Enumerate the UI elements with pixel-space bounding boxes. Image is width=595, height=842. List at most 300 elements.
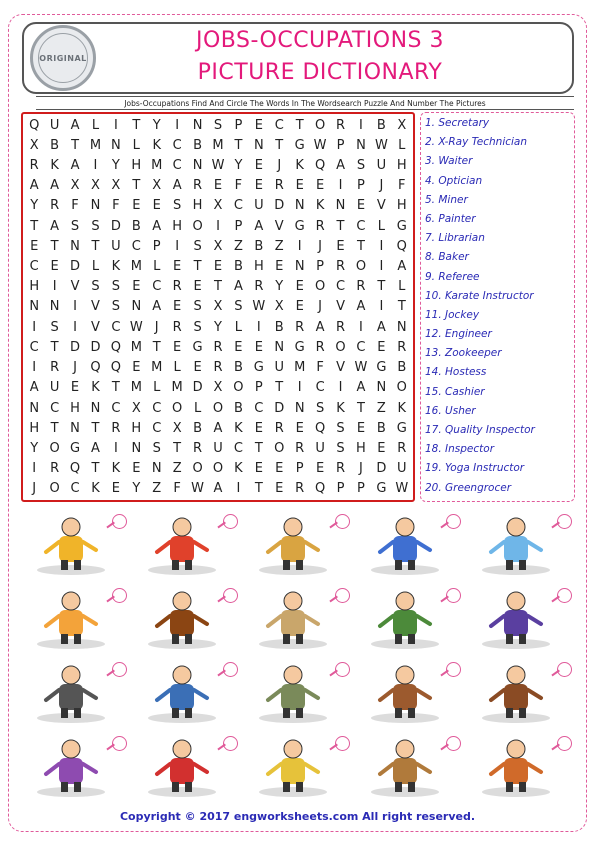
wordsearch-letter[interactable]: Q bbox=[314, 481, 326, 497]
wordsearch-letter[interactable]: I bbox=[359, 117, 363, 133]
wordsearch-letter[interactable]: O bbox=[396, 380, 407, 396]
wordsearch-letter[interactable]: K bbox=[111, 461, 121, 477]
wordsearch-letter[interactable]: R bbox=[254, 279, 264, 295]
wordsearch-letter[interactable]: C bbox=[274, 117, 284, 133]
wordsearch-letter[interactable]: K bbox=[234, 461, 243, 477]
wordsearch-letter[interactable]: T bbox=[91, 461, 100, 477]
wordsearch-letter[interactable]: S bbox=[91, 218, 100, 234]
wordsearch-letter[interactable]: L bbox=[153, 259, 161, 275]
answer-number-bubble[interactable] bbox=[112, 514, 127, 529]
wordsearch-letter[interactable]: Y bbox=[30, 198, 39, 214]
wordsearch-letter[interactable]: U bbox=[213, 440, 223, 456]
wordsearch-letter[interactable]: I bbox=[379, 259, 384, 275]
wordsearch-letter[interactable]: E bbox=[132, 461, 141, 477]
wordsearch-letter[interactable]: N bbox=[90, 198, 101, 214]
wordsearch-letter[interactable]: Y bbox=[152, 117, 161, 133]
wordsearch-letter[interactable]: N bbox=[90, 400, 101, 416]
wordsearch-letter[interactable]: P bbox=[295, 461, 304, 477]
wordsearch-letter[interactable]: T bbox=[356, 238, 365, 254]
wordsearch-letter[interactable]: E bbox=[193, 360, 202, 376]
wordsearch-letter[interactable]: S bbox=[50, 319, 59, 335]
wordsearch-letter[interactable]: T bbox=[234, 137, 243, 153]
wordsearch-letter[interactable]: Y bbox=[234, 158, 243, 174]
wordsearch-letter[interactable]: U bbox=[111, 238, 121, 254]
wordsearch-letter[interactable]: R bbox=[50, 198, 60, 214]
wordsearch-letter[interactable]: V bbox=[274, 218, 284, 234]
wordsearch-letter[interactable]: T bbox=[91, 420, 100, 436]
wordsearch-letter[interactable]: G bbox=[253, 360, 264, 376]
wordsearch-letter[interactable]: Z bbox=[233, 238, 243, 254]
wordsearch-letter[interactable]: B bbox=[397, 360, 407, 376]
wordsearch-letter[interactable]: A bbox=[356, 380, 366, 396]
wordsearch-letter[interactable]: P bbox=[336, 481, 345, 497]
wordsearch-letter[interactable]: P bbox=[152, 238, 161, 254]
answer-number-bubble[interactable] bbox=[112, 588, 127, 603]
wordsearch-letter[interactable]: A bbox=[70, 158, 80, 174]
wordsearch-letter[interactable]: R bbox=[315, 218, 325, 234]
wordsearch-letter[interactable]: L bbox=[153, 380, 161, 396]
wordsearch-letter[interactable]: H bbox=[253, 259, 264, 275]
wordsearch-letter[interactable]: E bbox=[295, 178, 304, 194]
wordsearch-letter[interactable]: S bbox=[111, 279, 121, 295]
wordsearch-letter[interactable]: N bbox=[29, 400, 40, 416]
wordsearch-letter[interactable]: U bbox=[49, 380, 60, 396]
wordsearch-letter[interactable]: A bbox=[376, 319, 386, 335]
wordsearch-letter[interactable]: R bbox=[356, 279, 366, 295]
wordsearch-letter[interactable]: B bbox=[233, 400, 243, 416]
wordsearch-letter[interactable]: T bbox=[295, 117, 304, 133]
wordsearch-letter[interactable]: N bbox=[192, 158, 203, 174]
wordsearch-letter[interactable]: I bbox=[359, 319, 363, 335]
wordsearch-letter[interactable]: F bbox=[316, 360, 324, 376]
wordsearch-letter[interactable]: T bbox=[397, 299, 406, 315]
wordsearch-letter[interactable]: R bbox=[213, 339, 223, 355]
wordsearch-letter[interactable]: R bbox=[295, 319, 305, 335]
wordsearch-letter[interactable]: R bbox=[193, 178, 203, 194]
wordsearch-letter[interactable]: B bbox=[233, 360, 243, 376]
wordsearch-letter[interactable]: L bbox=[193, 400, 202, 416]
wordsearch-letter[interactable]: N bbox=[396, 319, 407, 335]
wordsearch-letter[interactable]: M bbox=[130, 339, 142, 355]
wordsearch-letter[interactable]: S bbox=[193, 319, 202, 335]
wordsearch-letter[interactable]: V bbox=[70, 279, 80, 295]
wordsearch-letter[interactable]: O bbox=[192, 218, 203, 234]
wordsearch-letter[interactable]: X bbox=[91, 178, 100, 194]
wordsearch-letter[interactable]: F bbox=[71, 198, 79, 214]
wordsearch-letter[interactable]: S bbox=[336, 440, 345, 456]
wordsearch-letter[interactable]: Q bbox=[29, 117, 40, 133]
wordsearch-letter[interactable]: N bbox=[151, 461, 162, 477]
wordsearch-letter[interactable]: U bbox=[49, 117, 60, 133]
wordsearch-letter[interactable]: X bbox=[152, 178, 162, 194]
wordsearch-letter[interactable]: W bbox=[252, 299, 266, 315]
wordsearch-letter[interactable]: C bbox=[131, 238, 141, 254]
wordsearch-letter[interactable]: O bbox=[212, 400, 224, 416]
wordsearch-letter[interactable]: T bbox=[214, 279, 222, 295]
wordsearch-letter[interactable]: A bbox=[152, 299, 162, 315]
wordsearch-letter[interactable]: H bbox=[70, 400, 80, 416]
wordsearch-letter[interactable]: R bbox=[172, 319, 182, 335]
wordsearch-letter[interactable]: Q bbox=[314, 158, 326, 174]
wordsearch-letter[interactable]: I bbox=[113, 440, 118, 456]
wordsearch-letter[interactable]: R bbox=[29, 158, 39, 174]
wordsearch-letter[interactable]: Q bbox=[110, 360, 121, 376]
wordsearch-letter[interactable]: K bbox=[91, 481, 100, 497]
wordsearch-letter[interactable]: K bbox=[315, 198, 325, 214]
wordsearch-letter[interactable]: K bbox=[397, 400, 407, 416]
wordsearch-letter[interactable]: H bbox=[29, 420, 40, 436]
wordsearch-letter[interactable]: X bbox=[274, 299, 284, 315]
wordsearch-letter[interactable]: N bbox=[111, 137, 121, 153]
wordsearch-letter[interactable]: U bbox=[315, 440, 325, 456]
wordsearch-letter[interactable]: R bbox=[336, 319, 346, 335]
wordsearch-letter[interactable]: N bbox=[131, 299, 142, 315]
wordsearch-letter[interactable]: H bbox=[396, 158, 407, 174]
wordsearch-letter[interactable]: G bbox=[294, 339, 305, 355]
wordsearch-letter[interactable]: C bbox=[233, 198, 243, 214]
wordsearch-letter[interactable]: I bbox=[32, 319, 37, 335]
wordsearch-letter[interactable]: C bbox=[29, 339, 39, 355]
wordsearch-letter[interactable]: C bbox=[356, 339, 366, 355]
answer-number-bubble[interactable] bbox=[223, 588, 238, 603]
wordsearch-letter[interactable]: N bbox=[131, 440, 142, 456]
wordsearch-letter[interactable]: Y bbox=[132, 481, 141, 497]
wordsearch-letter[interactable]: E bbox=[377, 440, 386, 456]
wordsearch-letter[interactable]: C bbox=[152, 400, 162, 416]
wordsearch-letter[interactable]: A bbox=[233, 279, 243, 295]
answer-number-bubble[interactable] bbox=[446, 588, 461, 603]
wordsearch-letter[interactable]: A bbox=[213, 420, 223, 436]
wordsearch-letter[interactable]: B bbox=[131, 218, 141, 234]
wordsearch-letter[interactable]: X bbox=[172, 420, 182, 436]
wordsearch-letter[interactable]: N bbox=[192, 117, 203, 133]
wordsearch-letter[interactable]: Q bbox=[69, 461, 81, 477]
wordsearch-letter[interactable]: L bbox=[91, 259, 100, 275]
wordsearch-letter[interactable]: G bbox=[294, 218, 305, 234]
wordsearch-letter[interactable]: I bbox=[73, 299, 77, 315]
wordsearch-letter[interactable]: O bbox=[274, 440, 285, 456]
wordsearch-letter[interactable]: D bbox=[70, 339, 81, 355]
wordsearch-letter[interactable]: A bbox=[152, 218, 162, 234]
wordsearch-letter[interactable]: M bbox=[151, 360, 163, 376]
wordsearch-letter[interactable]: E bbox=[254, 117, 263, 133]
wordsearch-letter[interactable]: Y bbox=[214, 319, 222, 335]
wordsearch-letter[interactable]: D bbox=[192, 380, 203, 396]
wordsearch-letter[interactable]: P bbox=[357, 481, 365, 497]
wordsearch-letter[interactable]: X bbox=[213, 198, 223, 214]
wordsearch-letter[interactable]: E bbox=[213, 259, 223, 275]
wordsearch-letter[interactable]: E bbox=[234, 339, 243, 355]
wordsearch-letter[interactable]: H bbox=[131, 420, 142, 436]
wordsearch-letter[interactable]: N bbox=[335, 198, 346, 214]
wordsearch-letter[interactable]: F bbox=[234, 178, 243, 194]
wordsearch-letter[interactable]: I bbox=[52, 279, 57, 295]
wordsearch-letter[interactable]: Q bbox=[396, 238, 407, 254]
wordsearch-letter[interactable]: C bbox=[70, 481, 80, 497]
wordsearch-letter[interactable]: P bbox=[254, 380, 263, 396]
wordsearch-letter[interactable]: E bbox=[254, 461, 263, 477]
wordsearch-letter[interactable]: I bbox=[175, 238, 180, 254]
wordsearch-letter[interactable]: B bbox=[274, 319, 284, 335]
wordsearch-letter[interactable]: I bbox=[216, 218, 220, 234]
wordsearch-letter[interactable]: G bbox=[376, 360, 387, 376]
wordsearch-letter[interactable]: O bbox=[314, 279, 326, 295]
wordsearch-letter[interactable]: C bbox=[172, 158, 182, 174]
wordsearch-letter[interactable]: N bbox=[29, 299, 40, 315]
wordsearch-letter[interactable]: I bbox=[175, 117, 180, 133]
wordsearch-letter[interactable]: P bbox=[316, 259, 325, 275]
wordsearch-letter[interactable]: N bbox=[253, 137, 264, 153]
wordsearch-letter[interactable]: I bbox=[338, 380, 343, 396]
wordsearch-letter[interactable]: N bbox=[294, 400, 305, 416]
wordsearch-letter[interactable]: G bbox=[70, 440, 81, 456]
wordsearch-letter[interactable]: P bbox=[357, 178, 365, 194]
wordsearch-letter[interactable]: K bbox=[152, 137, 161, 153]
wordsearch-letter[interactable]: E bbox=[275, 461, 284, 477]
wordsearch-letter[interactable]: M bbox=[151, 158, 163, 174]
wordsearch-letter[interactable]: E bbox=[132, 360, 141, 376]
answer-number-bubble[interactable] bbox=[557, 662, 572, 677]
wordsearch-letter[interactable]: I bbox=[236, 481, 241, 497]
wordsearch-letter[interactable]: E bbox=[173, 259, 182, 275]
wordsearch-letter[interactable]: F bbox=[112, 198, 120, 214]
wordsearch-letter[interactable]: O bbox=[314, 117, 326, 133]
wordsearch-letter[interactable]: S bbox=[91, 279, 100, 295]
wordsearch-letter[interactable]: E bbox=[254, 339, 263, 355]
wordsearch-letter[interactable]: E bbox=[275, 481, 284, 497]
wordsearch-letter[interactable]: J bbox=[318, 238, 323, 254]
wordsearch-letter[interactable]: C bbox=[233, 440, 243, 456]
wordsearch-letter[interactable]: P bbox=[234, 117, 243, 133]
wordsearch-letter[interactable]: T bbox=[336, 218, 345, 234]
wordsearch-letter[interactable]: R bbox=[50, 461, 60, 477]
wordsearch-letter[interactable]: E bbox=[193, 279, 202, 295]
wordsearch-letter[interactable]: Y bbox=[30, 440, 39, 456]
wordsearch-letter[interactable]: C bbox=[50, 400, 60, 416]
wordsearch-letter[interactable]: S bbox=[315, 400, 325, 416]
wordsearch-letter[interactable]: P bbox=[234, 218, 243, 234]
wordsearch-letter[interactable]: A bbox=[50, 218, 60, 234]
wordsearch-letter[interactable]: W bbox=[374, 137, 388, 153]
wordsearch-letter[interactable]: S bbox=[234, 299, 243, 315]
wordsearch-letter[interactable]: U bbox=[397, 461, 407, 477]
wordsearch-letter[interactable]: Z bbox=[376, 400, 386, 416]
wordsearch-letter[interactable]: C bbox=[335, 279, 346, 295]
wordsearch-letter[interactable]: R bbox=[50, 360, 60, 376]
wordsearch-letter[interactable]: B bbox=[376, 117, 386, 133]
answer-number-bubble[interactable] bbox=[446, 662, 461, 677]
wordsearch-letter[interactable]: I bbox=[73, 319, 77, 335]
answer-number-bubble[interactable] bbox=[335, 514, 350, 529]
wordsearch-letter[interactable]: J bbox=[318, 299, 323, 315]
wordsearch-letter[interactable]: B bbox=[233, 259, 243, 275]
wordsearch-letter[interactable]: T bbox=[152, 339, 161, 355]
wordsearch-letter[interactable]: X bbox=[29, 137, 39, 153]
wordsearch-letter[interactable]: C bbox=[111, 319, 121, 335]
wordsearch-letter[interactable]: S bbox=[152, 440, 161, 456]
wordsearch-letter[interactable]: U bbox=[274, 360, 285, 376]
wordsearch-letter[interactable]: O bbox=[335, 339, 346, 355]
wordsearch-letter[interactable]: U bbox=[254, 198, 264, 214]
wordsearch-letter[interactable]: A bbox=[70, 117, 80, 133]
wordsearch-letter[interactable]: F bbox=[398, 178, 406, 194]
wordsearch-letter[interactable]: E bbox=[315, 178, 325, 194]
wordsearch-letter[interactable]: L bbox=[91, 117, 100, 133]
wordsearch-letter[interactable]: A bbox=[29, 380, 39, 396]
wordsearch-letter[interactable]: L bbox=[398, 137, 406, 153]
wordsearch-letter[interactable]: N bbox=[70, 238, 80, 254]
wordsearch-letter[interactable]: V bbox=[336, 299, 345, 315]
wordsearch-letter[interactable]: N bbox=[294, 259, 305, 275]
wordsearch-letter[interactable]: N bbox=[70, 420, 80, 436]
wordsearch-letter[interactable]: D bbox=[274, 198, 285, 214]
wordsearch-letter[interactable]: E bbox=[315, 461, 325, 477]
wordsearch-letter[interactable]: D bbox=[376, 461, 387, 477]
wordsearch-letter[interactable]: E bbox=[336, 238, 345, 254]
wordsearch-letter[interactable]: C bbox=[356, 218, 366, 234]
answer-number-bubble[interactable] bbox=[335, 662, 350, 677]
wordsearch-letter[interactable]: X bbox=[397, 117, 407, 133]
wordsearch-letter[interactable]: M bbox=[89, 137, 102, 153]
wordsearch-letter[interactable]: T bbox=[254, 481, 263, 497]
answer-number-bubble[interactable] bbox=[223, 514, 238, 529]
wordsearch-letter[interactable]: T bbox=[50, 238, 59, 254]
answer-number-bubble[interactable] bbox=[335, 736, 350, 751]
wordsearch-letter[interactable]: J bbox=[379, 178, 384, 194]
wordsearch-letter[interactable]: I bbox=[32, 461, 37, 477]
wordsearch-letter[interactable]: E bbox=[30, 238, 39, 254]
wordsearch-letter[interactable]: E bbox=[152, 198, 161, 214]
answer-number-bubble[interactable] bbox=[557, 736, 572, 751]
wordsearch-letter[interactable]: E bbox=[173, 339, 182, 355]
wordsearch-letter[interactable]: D bbox=[274, 400, 285, 416]
wordsearch-letter[interactable]: H bbox=[172, 218, 183, 234]
wordsearch-letter[interactable]: E bbox=[295, 420, 304, 436]
wordsearch-letter[interactable]: E bbox=[111, 481, 120, 497]
wordsearch-letter[interactable]: O bbox=[233, 380, 244, 396]
wordsearch-letter[interactable]: Z bbox=[274, 238, 284, 254]
wordsearch-letter[interactable]: E bbox=[377, 339, 386, 355]
wordsearch-letter[interactable]: U bbox=[376, 158, 387, 174]
wordsearch-letter[interactable]: P bbox=[336, 137, 345, 153]
wordsearch-letter[interactable]: E bbox=[356, 420, 366, 436]
wordsearch-letter[interactable]: T bbox=[377, 279, 386, 295]
wordsearch-letter[interactable]: G bbox=[396, 420, 407, 436]
wordsearch-letter[interactable]: L bbox=[377, 218, 385, 234]
wordsearch-letter[interactable]: V bbox=[91, 299, 100, 315]
wordsearch-letter[interactable]: T bbox=[193, 259, 202, 275]
wordsearch-letter[interactable]: E bbox=[356, 198, 366, 214]
wordsearch-letter[interactable]: Y bbox=[111, 158, 120, 174]
wordsearch-letter[interactable]: K bbox=[295, 158, 304, 174]
wordsearch-letter[interactable]: J bbox=[154, 319, 159, 335]
wordsearch-letter[interactable]: R bbox=[213, 360, 223, 376]
answer-number-bubble[interactable] bbox=[112, 736, 127, 751]
wordsearch-letter[interactable]: H bbox=[29, 279, 40, 295]
wordsearch-letter[interactable]: O bbox=[192, 461, 203, 477]
wordsearch-letter[interactable]: E bbox=[254, 420, 263, 436]
wordsearch-letter[interactable]: W bbox=[354, 360, 368, 376]
wordsearch-letter[interactable]: N bbox=[49, 299, 60, 315]
wordsearch-letter[interactable]: T bbox=[50, 339, 59, 355]
wordsearch-letter[interactable]: G bbox=[376, 481, 387, 497]
wordsearch-letter[interactable]: T bbox=[275, 137, 284, 153]
wordsearch-letter[interactable]: I bbox=[32, 360, 37, 376]
wordsearch-letter[interactable]: W bbox=[129, 319, 143, 335]
wordsearch-letter[interactable]: A bbox=[213, 481, 223, 497]
answer-number-bubble[interactable] bbox=[335, 588, 350, 603]
wordsearch-letter[interactable]: H bbox=[396, 198, 407, 214]
wordsearch-letter[interactable]: E bbox=[295, 299, 304, 315]
wordsearch-letter[interactable]: S bbox=[193, 299, 202, 315]
wordsearch-letter[interactable]: E bbox=[50, 259, 59, 275]
wordsearch-letter[interactable]: C bbox=[29, 259, 39, 275]
wordsearch-letter[interactable]: D bbox=[90, 339, 101, 355]
wordsearch-letter[interactable]: D bbox=[110, 218, 121, 234]
wordsearch-letter[interactable]: S bbox=[111, 299, 121, 315]
wordsearch-letter[interactable]: I bbox=[297, 380, 302, 396]
wordsearch-letter[interactable]: Q bbox=[90, 360, 101, 376]
wordsearch-letter[interactable]: K bbox=[336, 400, 345, 416]
wordsearch-letter[interactable]: I bbox=[338, 178, 343, 194]
wordsearch-letter[interactable]: O bbox=[212, 461, 224, 477]
wordsearch-letter[interactable]: R bbox=[193, 440, 203, 456]
wordsearch-letter[interactable]: K bbox=[234, 420, 243, 436]
wordsearch-letter[interactable]: K bbox=[91, 380, 100, 396]
wordsearch-letter[interactable]: W bbox=[211, 158, 225, 174]
answer-number-bubble[interactable] bbox=[557, 514, 572, 529]
wordsearch-letter[interactable]: K bbox=[111, 259, 121, 275]
wordsearch-letter[interactable]: A bbox=[29, 178, 39, 194]
wordsearch-letter[interactable]: A bbox=[397, 259, 407, 275]
wordsearch-letter[interactable]: O bbox=[172, 400, 183, 416]
wordsearch-letter[interactable]: R bbox=[336, 117, 346, 133]
wordsearch-letter[interactable]: R bbox=[274, 420, 284, 436]
wordsearch-letter[interactable]: X bbox=[131, 400, 141, 416]
wordsearch-letter[interactable]: M bbox=[171, 380, 183, 396]
wordsearch-letter[interactable]: G bbox=[294, 137, 305, 153]
wordsearch-letter[interactable]: R bbox=[397, 440, 407, 456]
wordsearch-letter[interactable]: X bbox=[213, 380, 223, 396]
wordsearch-letter[interactable]: W bbox=[191, 481, 204, 497]
wordsearch-letter[interactable]: S bbox=[173, 198, 182, 214]
wordsearch-letter[interactable]: S bbox=[336, 420, 345, 436]
wordsearch-letter[interactable]: A bbox=[172, 178, 182, 194]
wordsearch-letter[interactable]: N bbox=[356, 137, 366, 153]
wordsearch-letter[interactable]: M bbox=[130, 259, 142, 275]
wordsearch-letter[interactable]: T bbox=[132, 178, 141, 194]
wordsearch-letter[interactable]: X bbox=[70, 178, 80, 194]
wordsearch-letter[interactable]: I bbox=[256, 319, 261, 335]
wordsearch-letter[interactable]: E bbox=[132, 198, 141, 214]
wordsearch-letter[interactable]: T bbox=[132, 117, 141, 133]
wordsearch-letter[interactable]: C bbox=[172, 137, 182, 153]
wordsearch-letter[interactable]: Q bbox=[314, 420, 326, 436]
wordsearch-letter[interactable]: B bbox=[254, 238, 264, 254]
wordsearch-letter[interactable]: E bbox=[295, 279, 304, 295]
wordsearch-letter[interactable]: C bbox=[152, 420, 162, 436]
wordsearch-letter[interactable]: R bbox=[336, 461, 346, 477]
wordsearch-letter[interactable]: A bbox=[50, 178, 60, 194]
wordsearch-letter[interactable]: Z bbox=[152, 481, 162, 497]
wordsearch-letter[interactable]: E bbox=[275, 259, 284, 275]
wordsearch-letter[interactable]: S bbox=[356, 158, 366, 174]
wordsearch-letter[interactable]: S bbox=[193, 238, 202, 254]
wordsearch-letter[interactable]: O bbox=[49, 481, 60, 497]
wordsearch-letter[interactable]: R bbox=[397, 339, 407, 355]
wordsearch-letter[interactable]: V bbox=[91, 319, 100, 335]
wordsearch-letter[interactable]: Y bbox=[275, 279, 284, 295]
